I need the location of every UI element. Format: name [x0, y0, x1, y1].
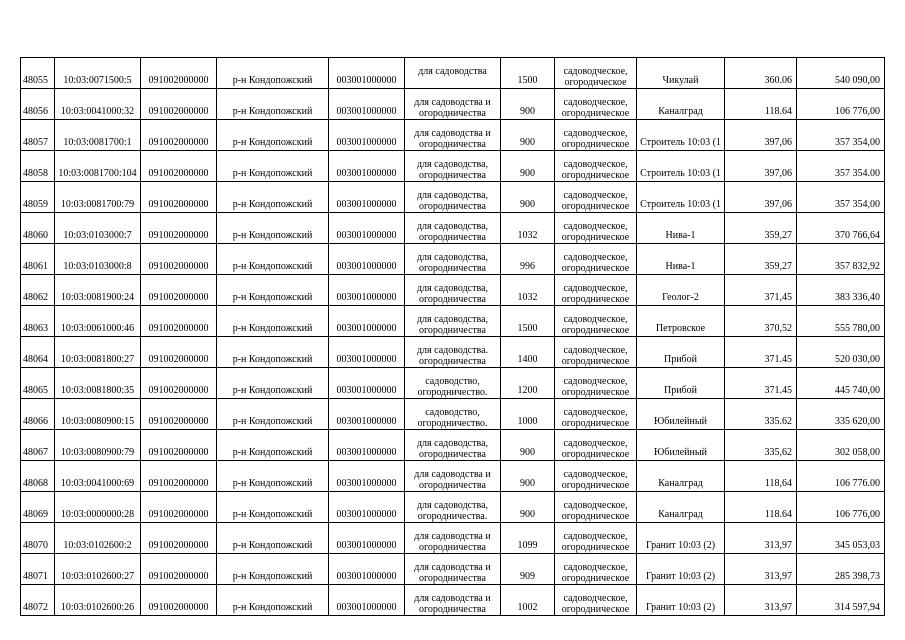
settlement-name-cell: Каналград [637, 89, 725, 120]
permitted-use-line: для садоводства, [416, 159, 489, 170]
permitted-use-cell [405, 337, 501, 368]
category-cell [555, 306, 637, 337]
row-number-cell: 48055 [21, 58, 55, 89]
district-cell: р-н Кондопожский [217, 306, 329, 337]
table-row [21, 368, 885, 399]
cadastral-value-cell: 345 053,03 [797, 523, 885, 554]
okato-code-cell: 091002000000 [141, 120, 217, 151]
cadastral-value-cell: 302 058,00 [797, 430, 885, 461]
okato-code-cell: 091002000000 [141, 213, 217, 244]
oktmo-code-cell: 003001000000 [329, 58, 405, 89]
permitted-use-line: для садоводства, [416, 252, 489, 263]
oktmo-code-cell: 003001000000 [329, 120, 405, 151]
category-line: садоводческое, [563, 159, 628, 170]
permitted-use-cell [405, 430, 501, 461]
table-row [21, 492, 885, 523]
cadastral-value-cell: 314 597,94 [797, 585, 885, 616]
cadastral-number-cell: 10:03:0081900:24 [55, 275, 141, 306]
category-line: огородническое [561, 603, 630, 615]
unit-price-cell: 313,97 [725, 585, 797, 616]
table-row [21, 275, 885, 306]
permitted-use-line: огородничества [419, 603, 486, 615]
row-number-cell: 48057 [21, 120, 55, 151]
table-row [21, 461, 885, 492]
cadastral-number-cell: 10:03:0071500:5 [55, 58, 141, 89]
district-cell: р-н Кондопожский [217, 368, 329, 399]
area-cell: 1099 [501, 523, 555, 554]
permitted-use-line: для садоводства [418, 66, 487, 77]
cadastral-value-cell: 285 398,73 [797, 554, 885, 585]
cadastral-value-cell: 520 030,00 [797, 337, 885, 368]
land-plots-table [20, 57, 885, 616]
permitted-use-cell [405, 368, 501, 399]
row-number-cell: 48062 [21, 275, 55, 306]
okato-code-cell: 091002000000 [141, 430, 217, 461]
permitted-use-cell [405, 151, 501, 182]
district-cell: р-н Кондопожский [217, 492, 329, 523]
unit-price-cell: 335,62 [725, 430, 797, 461]
cadastral-value-cell: 357 354.00 [797, 151, 885, 182]
category-cell [555, 151, 637, 182]
district-cell: р-н Кондопожский [217, 182, 329, 213]
category-line: огородническое [561, 324, 630, 336]
settlement-name-cell: Гранит 10:03 (2) [637, 554, 725, 585]
permitted-use-line: огородничества [419, 200, 486, 212]
district-cell: р-н Кондопожский [217, 89, 329, 120]
category-line: садоводческое, [563, 345, 628, 356]
unit-price-cell: 118.64 [725, 89, 797, 120]
cadastral-number-cell: 10:03:0041000:69 [55, 461, 141, 492]
permitted-use-cell [405, 58, 501, 89]
okato-code-cell: 091002000000 [141, 182, 217, 213]
okato-code-cell: 091002000000 [141, 492, 217, 523]
cadastral-number-cell: 10:03:0000000:28 [55, 492, 141, 523]
settlement-name-cell: Строитель 10:03 (1 [637, 182, 725, 213]
category-line: огородническое [561, 200, 630, 212]
area-cell: 900 [501, 120, 555, 151]
oktmo-code-cell: 003001000000 [329, 554, 405, 585]
unit-price-cell: 371.45 [725, 368, 797, 399]
table-row [21, 554, 885, 585]
category-line: садоводческое, [563, 562, 628, 573]
table-row [21, 182, 885, 213]
oktmo-code-cell: 003001000000 [329, 244, 405, 275]
area-cell: 1032 [501, 213, 555, 244]
category-line: огородническое [561, 293, 630, 305]
unit-price-cell: 313,97 [725, 523, 797, 554]
permitted-use-line: для садоводства и [414, 469, 491, 480]
cadastral-value-cell: 383 336,40 [797, 275, 885, 306]
permitted-use-cell [405, 244, 501, 275]
area-cell: 1032 [501, 275, 555, 306]
district-cell: р-н Кондопожский [217, 58, 329, 89]
row-number-cell: 48056 [21, 89, 55, 120]
unit-price-cell: 371,45 [725, 275, 797, 306]
oktmo-code-cell: 003001000000 [329, 151, 405, 182]
permitted-use-cell [405, 554, 501, 585]
oktmo-code-cell: 003001000000 [329, 368, 405, 399]
category-line: огородническое [561, 510, 630, 522]
permitted-use-cell [405, 275, 501, 306]
unit-price-cell: 370,52 [725, 306, 797, 337]
cadastral-value-cell: 106 776,00 [797, 492, 885, 523]
table-row [21, 244, 885, 275]
oktmo-code-cell: 003001000000 [329, 213, 405, 244]
unit-price-cell: 359,27 [725, 244, 797, 275]
category-line: огородническое [561, 479, 630, 491]
oktmo-code-cell: 003001000000 [329, 306, 405, 337]
category-line: огородническое [561, 231, 630, 243]
permitted-use-cell [405, 399, 501, 430]
row-number-cell: 48058 [21, 151, 55, 182]
permitted-use-line: для садоводства, [416, 283, 489, 294]
settlement-name-cell: Гранит 10:03 (2) [637, 523, 725, 554]
oktmo-code-cell: 003001000000 [329, 89, 405, 120]
settlement-name-cell: Гранит 10:03 (2) [637, 585, 725, 616]
cadastral-value-cell: 335 620,00 [797, 399, 885, 430]
area-cell: 1400 [501, 337, 555, 368]
category-cell [555, 58, 637, 89]
table-row [21, 430, 885, 461]
oktmo-code-cell: 003001000000 [329, 275, 405, 306]
row-number-cell: 48064 [21, 337, 55, 368]
settlement-name-cell: Чикулай [637, 58, 725, 89]
okato-code-cell: 091002000000 [141, 58, 217, 89]
oktmo-code-cell: 003001000000 [329, 430, 405, 461]
settlement-name-cell: Каналград [637, 461, 725, 492]
category-line: садоводческое, [563, 128, 628, 139]
permitted-use-cell [405, 306, 501, 337]
row-number-cell: 48066 [21, 399, 55, 430]
cadastral-value-cell: 357 354,00 [797, 120, 885, 151]
category-line: садоводческое, [563, 283, 628, 294]
okato-code-cell: 091002000000 [141, 151, 217, 182]
row-number-cell: 48070 [21, 523, 55, 554]
district-cell: р-н Кондопожский [217, 151, 329, 182]
category-cell [555, 554, 637, 585]
okato-code-cell: 091002000000 [141, 585, 217, 616]
cadastral-value-cell: 540 090,00 [797, 58, 885, 89]
category-line: садоводческое, [563, 97, 628, 108]
district-cell: р-н Кондопожский [217, 399, 329, 430]
permitted-use-cell [405, 182, 501, 213]
permitted-use-line: огородничества [419, 231, 486, 243]
area-cell: 900 [501, 430, 555, 461]
category-cell [555, 523, 637, 554]
cadastral-number-cell: 10:03:0102600:27 [55, 554, 141, 585]
permitted-use-cell [405, 89, 501, 120]
area-cell: 1000 [501, 399, 555, 430]
oktmo-code-cell: 003001000000 [329, 461, 405, 492]
district-cell: р-н Кондопожский [217, 275, 329, 306]
permitted-use-line: для садоводства, [416, 314, 489, 325]
category-cell [555, 182, 637, 213]
category-line: садоводческое, [563, 252, 628, 263]
permitted-use-line: огородничества [419, 355, 486, 367]
permitted-use-line: для садоводства, [416, 500, 489, 511]
area-cell: 909 [501, 554, 555, 585]
permitted-use-line: огородничества [419, 324, 486, 336]
row-number-cell: 48065 [21, 368, 55, 399]
cadastral-value-cell: 357 832,92 [797, 244, 885, 275]
category-line: огородническое [561, 386, 630, 398]
unit-price-cell: 359,27 [725, 213, 797, 244]
permitted-use-cell [405, 213, 501, 244]
oktmo-code-cell: 003001000000 [329, 585, 405, 616]
row-number-cell: 48068 [21, 461, 55, 492]
row-number-cell: 48061 [21, 244, 55, 275]
category-line: огородническое [561, 262, 630, 274]
category-line: садоводческое, [563, 407, 628, 418]
cadastral-number-cell: 10:03:0080900:15 [55, 399, 141, 430]
district-cell: р-н Кондопожский [217, 523, 329, 554]
okato-code-cell: 091002000000 [141, 399, 217, 430]
table-row [21, 58, 885, 89]
category-cell [555, 368, 637, 399]
okato-code-cell: 091002000000 [141, 89, 217, 120]
area-cell: 1500 [501, 306, 555, 337]
category-line: садоводческое, [563, 190, 628, 201]
permitted-use-cell [405, 461, 501, 492]
table-row [21, 120, 885, 151]
permitted-use-line: огородничества [419, 107, 486, 119]
permitted-use-line: огородничества [419, 138, 486, 150]
permitted-use-line: огородничества [419, 479, 486, 491]
category-cell [555, 585, 637, 616]
table-row [21, 337, 885, 368]
area-cell: 900 [501, 182, 555, 213]
okato-code-cell: 091002000000 [141, 554, 217, 585]
permitted-use-line [405, 78, 500, 89]
row-number-cell: 48072 [21, 585, 55, 616]
oktmo-code-cell: 003001000000 [329, 337, 405, 368]
category-line: садоводческое, [563, 469, 628, 480]
settlement-name-cell: Нива-1 [637, 244, 725, 275]
cadastral-number-cell: 10:03:0102600:2 [55, 523, 141, 554]
cadastral-number-cell: 10:03:0081800:27 [55, 337, 141, 368]
category-cell [555, 275, 637, 306]
category-line: огородническое [561, 355, 630, 367]
cadastral-value-cell: 445 740,00 [797, 368, 885, 399]
permitted-use-line: для садоводства и [414, 97, 491, 108]
category-cell [555, 244, 637, 275]
unit-price-cell: 360.06 [725, 58, 797, 89]
permitted-use-line: огородничества [419, 572, 486, 584]
unit-price-cell: 118.64 [725, 492, 797, 523]
category-line: садоводческое, [563, 593, 628, 604]
cadastral-number-cell: 10:03:0081800:35 [55, 368, 141, 399]
area-cell: 1500 [501, 58, 555, 89]
okato-code-cell: 091002000000 [141, 275, 217, 306]
category-line: садоводческое, [563, 66, 628, 77]
permitted-use-line: огородничества [419, 293, 486, 305]
district-cell: р-н Кондопожский [217, 120, 329, 151]
permitted-use-line: огородничества [419, 448, 486, 460]
permitted-use-line: огородничество. [417, 386, 488, 398]
okato-code-cell: 091002000000 [141, 337, 217, 368]
permitted-use-line: для садоводства и [414, 593, 491, 604]
settlement-name-cell: Юбилейный [637, 399, 725, 430]
row-number-cell: 48071 [21, 554, 55, 585]
permitted-use-cell [405, 585, 501, 616]
district-cell: р-н Кондопожский [217, 585, 329, 616]
cadastral-value-cell: 357 354,00 [797, 182, 885, 213]
category-cell [555, 461, 637, 492]
oktmo-code-cell: 003001000000 [329, 399, 405, 430]
table-row [21, 213, 885, 244]
okato-code-cell: 091002000000 [141, 461, 217, 492]
area-cell: 1200 [501, 368, 555, 399]
oktmo-code-cell: 003001000000 [329, 182, 405, 213]
cadastral-number-cell: 10:03:0081700:1 [55, 120, 141, 151]
settlement-name-cell: Геолог-2 [637, 275, 725, 306]
okato-code-cell: 091002000000 [141, 306, 217, 337]
cadastral-value-cell: 370 766,64 [797, 213, 885, 244]
settlement-name-cell: Прибой [637, 368, 725, 399]
area-cell: 900 [501, 461, 555, 492]
permitted-use-line: для садоводства, [416, 221, 489, 232]
district-cell: р-н Кондопожский [217, 244, 329, 275]
okato-code-cell: 091002000000 [141, 368, 217, 399]
permitted-use-line: садоводство, [425, 376, 480, 387]
cadastral-number-cell: 10:03:0103000:7 [55, 213, 141, 244]
category-line: огородническое [561, 107, 630, 119]
settlement-name-cell: Каналград [637, 492, 725, 523]
category-cell [555, 492, 637, 523]
unit-price-cell: 335.62 [725, 399, 797, 430]
category-line: огородническое [561, 572, 630, 584]
unit-price-cell: 397,06 [725, 182, 797, 213]
permitted-use-line: огородничество. [417, 417, 488, 429]
category-line: садоводческое, [563, 531, 628, 542]
category-line: огородническое [561, 448, 630, 460]
category-line: огородническое [561, 169, 630, 181]
cadastral-number-cell: 10:03:0041000:32 [55, 89, 141, 120]
oktmo-code-cell: 003001000000 [329, 492, 405, 523]
oktmo-code-cell: 003001000000 [329, 523, 405, 554]
area-cell: 900 [501, 89, 555, 120]
cadastral-value-cell: 106 776,00 [797, 89, 885, 120]
district-cell: р-н Кондопожский [217, 461, 329, 492]
district-cell: р-н Кондопожский [217, 430, 329, 461]
permitted-use-line: для садоводства и [414, 531, 491, 542]
settlement-name-cell: Нива-1 [637, 213, 725, 244]
category-line: садоводческое, [563, 500, 628, 511]
settlement-name-cell: Строитель 10:03 (1 [637, 151, 725, 182]
category-line: садоводческое, [563, 438, 628, 449]
row-number-cell: 48060 [21, 213, 55, 244]
area-cell: 900 [501, 492, 555, 523]
cadastral-number-cell: 10:03:0103000:8 [55, 244, 141, 275]
cadastral-number-cell: 10:03:0102600:26 [55, 585, 141, 616]
cadastral-value-cell: 555 780,00 [797, 306, 885, 337]
permitted-use-line: огородничества [419, 262, 486, 274]
category-cell [555, 89, 637, 120]
row-number-cell: 48069 [21, 492, 55, 523]
table-row [21, 585, 885, 616]
cadastral-number-cell: 10:03:0081700:79 [55, 182, 141, 213]
permitted-use-cell [405, 120, 501, 151]
unit-price-cell: 371.45 [725, 337, 797, 368]
permitted-use-line: огородничества. [417, 510, 488, 522]
district-cell: р-н Кондопожский [217, 213, 329, 244]
unit-price-cell: 397,06 [725, 151, 797, 182]
area-cell: 1002 [501, 585, 555, 616]
area-cell: 900 [501, 151, 555, 182]
unit-price-cell: 313,97 [725, 554, 797, 585]
settlement-name-cell: Строитель 10:03 (1 [637, 120, 725, 151]
category-line: огородническое [561, 541, 630, 553]
category-line: огородническое [561, 138, 630, 150]
unit-price-cell: 397,06 [725, 120, 797, 151]
permitted-use-line: садоводство, [425, 407, 480, 418]
table-row [21, 151, 885, 182]
permitted-use-line: для садоводства, [416, 438, 489, 449]
cadastral-number-cell: 10:03:0080900:79 [55, 430, 141, 461]
table-body [21, 58, 885, 616]
district-cell: р-н Кондопожский [217, 337, 329, 368]
row-number-cell: 48059 [21, 182, 55, 213]
category-line: огородническое [561, 417, 630, 429]
category-cell [555, 120, 637, 151]
category-line: садоводческое, [563, 314, 628, 325]
permitted-use-line: огородничества [419, 169, 486, 181]
unit-price-cell: 118,64 [725, 461, 797, 492]
permitted-use-line: огородничества [419, 541, 486, 553]
category-cell [555, 213, 637, 244]
table-row [21, 89, 885, 120]
okato-code-cell: 091002000000 [141, 523, 217, 554]
cadastral-value-cell: 106 776.00 [797, 461, 885, 492]
okato-code-cell: 091002000000 [141, 244, 217, 275]
district-cell: р-н Кондопожский [217, 554, 329, 585]
permitted-use-line: для садоводства, [416, 190, 489, 201]
area-cell: 996 [501, 244, 555, 275]
category-cell [555, 430, 637, 461]
category-line: огороднческое [564, 76, 627, 88]
category-cell [555, 337, 637, 368]
category-line: садоводческое, [563, 221, 628, 232]
row-number-cell: 48063 [21, 306, 55, 337]
category-cell [555, 399, 637, 430]
permitted-use-cell [405, 523, 501, 554]
cadastral-number-cell: 10:03:0061000:46 [55, 306, 141, 337]
table-row [21, 523, 885, 554]
permitted-use-line: для садоводства и [414, 562, 491, 573]
category-line: садоводческое, [563, 376, 628, 387]
table-row [21, 399, 885, 430]
permitted-use-line: для садоводства и [414, 128, 491, 139]
cadastral-number-cell: 10:03:0081700:104 [55, 151, 141, 182]
permitted-use-cell [405, 492, 501, 523]
settlement-name-cell: Юбилейный [637, 430, 725, 461]
permitted-use-line: для садоводства. [416, 345, 489, 356]
settlement-name-cell: Прибой [637, 337, 725, 368]
settlement-name-cell: Петровское [637, 306, 725, 337]
table-row [21, 306, 885, 337]
row-number-cell: 48067 [21, 430, 55, 461]
